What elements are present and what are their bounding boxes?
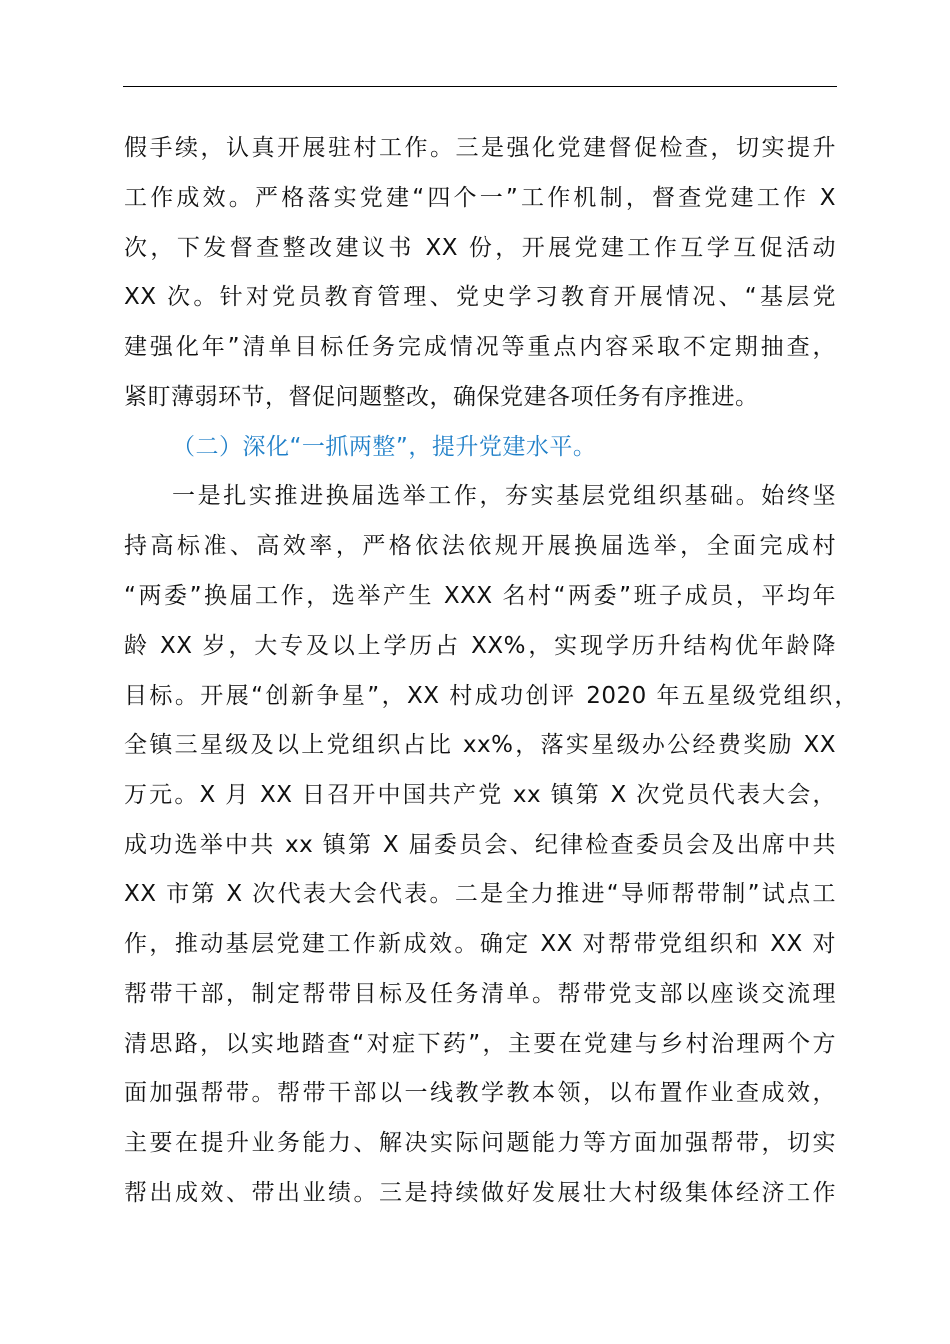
paragraph-line: XX 次。针对党员教育管理、党史学习教育开展情况、“基层党 bbox=[124, 284, 836, 310]
paragraph-line: 作，推动基层党建工作新成效。确定 XX 对帮带党组织和 XX 对 bbox=[124, 931, 836, 957]
paragraph-line: 万元。X 月 XX 日召开中国共产党 xx 镇第 X 次党员代表大会， bbox=[124, 782, 836, 808]
paragraph-line: 建强化年”清单目标任务完成情况等重点内容采取不定期抽查， bbox=[124, 334, 836, 360]
paragraph-line: 目标。开展“创新争星”，XX 村成功创评 2020 年五星级党组织， bbox=[124, 683, 858, 709]
paragraph-line: 全镇三星级及以上党组织占比 xx%，落实星级办公经费奖励 XX bbox=[124, 732, 836, 758]
paragraph-line: 假手续，认真开展驻村工作。三是强化党建督促检查，切实提升 bbox=[124, 135, 836, 161]
paragraph-line: 次，下发督查整改建议书 XX 份，开展党建工作互学互促活动 bbox=[124, 235, 836, 261]
paragraph-line: 一是扎实推进换届选举工作，夯实基层党组织基础。始终坚 bbox=[172, 483, 836, 509]
paragraph-line: 清思路，以实地踏查“对症下药”，主要在党建与乡村治理两个方 bbox=[124, 1031, 836, 1057]
paragraph-line: 工作成效。严格落实党建“四个一”工作机制，督查党建工作 X bbox=[124, 185, 836, 211]
header-rule bbox=[123, 86, 837, 87]
paragraph-line: “两委”换届工作，选举产生 XXX 名村“两委”班子成员，平均年 bbox=[124, 583, 836, 609]
paragraph-line: 持高标准、高效率，严格依法依规开展换届选举，全面完成村 bbox=[124, 533, 836, 559]
paragraph-line: 帮带干部，制定帮带目标及任务清单。帮带党支部以座谈交流理 bbox=[124, 981, 836, 1007]
paragraph-line: 龄 XX 岁，大专及以上学历占 XX%，实现学历升结构优年龄降 bbox=[124, 633, 836, 659]
paragraph-line: 帮出成效、带出业绩。三是持续做好发展壮大村级集体经济工作 bbox=[124, 1180, 836, 1206]
paragraph-line: XX 市第 X 次代表大会代表。二是全力推进“导师帮带制”试点工 bbox=[124, 881, 836, 907]
paragraph-line: 紧盯薄弱环节，督促问题整改，确保党建各项任务有序推进。 bbox=[124, 384, 759, 410]
paragraph-line: 成功选举中共 xx 镇第 X 届委员会、纪律检查委员会及出席中共 bbox=[124, 832, 836, 858]
paragraph-line: 面加强帮带。帮带干部以一线教学教本领，以布置作业查成效， bbox=[124, 1080, 836, 1106]
paragraph-line: 主要在提升业务能力、解决实际问题能力等方面加强帮带，切实 bbox=[124, 1130, 836, 1156]
section-heading: （二）深化“一抓两整”，提升党建水平。 bbox=[172, 434, 597, 460]
